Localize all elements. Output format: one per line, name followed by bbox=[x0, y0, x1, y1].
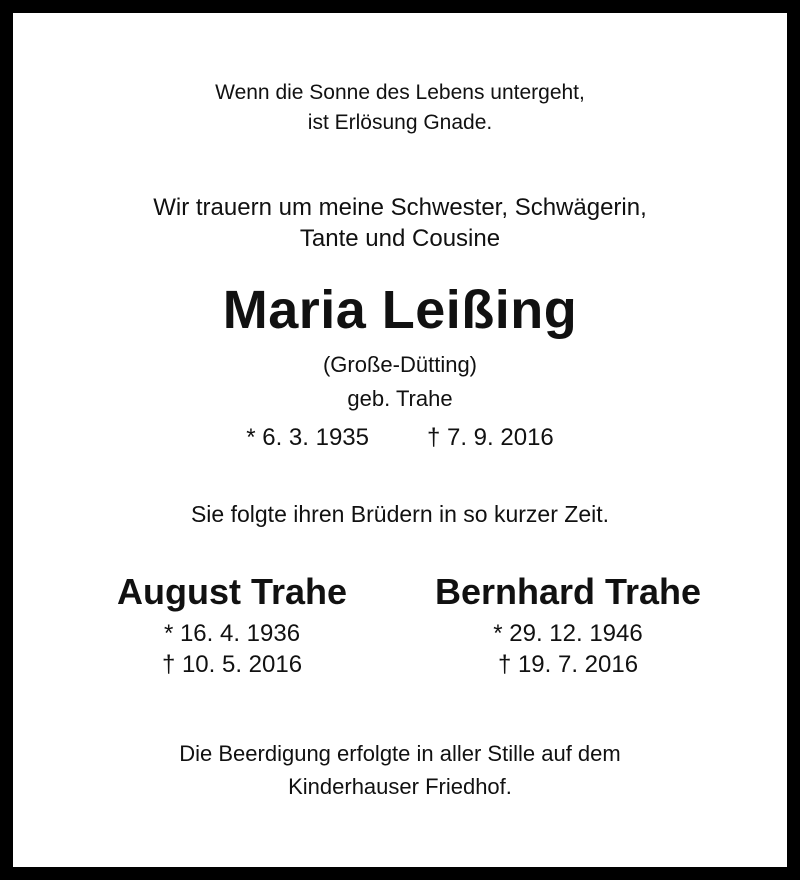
brother-column-1 bbox=[101, 571, 363, 679]
deceased-name: Maria Leißing bbox=[222, 280, 578, 340]
brother-died: † 19. 7. 2016 bbox=[497, 651, 639, 678]
brother-name: Bernhard Trahe bbox=[434, 571, 702, 612]
obituary-notice bbox=[13, 13, 787, 867]
brother-name: August Trahe bbox=[116, 571, 348, 612]
verse-line-1: Wenn die Sonne des Lebens untergeht, bbox=[215, 81, 585, 104]
brother-born: * 16. 4. 1936 bbox=[163, 620, 301, 647]
intro-line-2: Tante und Cousine bbox=[299, 225, 501, 252]
closing-line-1: Die Beerdigung erfolgte in aller Stille auf dem bbox=[179, 741, 621, 766]
closing-line-2: Kinderhauser Friedhof. bbox=[288, 774, 512, 799]
deceased-died: † 7. 9. 2016 bbox=[426, 424, 554, 451]
deceased-dates bbox=[13, 424, 787, 452]
follow-text: Sie folgte ihren Brüdern in so kurzer Zeit. bbox=[190, 501, 610, 527]
deceased-born: * 6. 3. 1935 bbox=[246, 424, 369, 451]
maiden-name: (Große-Dütting) bbox=[322, 352, 478, 377]
brother-died: † 10. 5. 2016 bbox=[161, 651, 303, 678]
brother-born: * 29. 12. 1946 bbox=[493, 620, 643, 647]
brother-column-2 bbox=[423, 571, 713, 679]
intro-line-1: Wir trauern um meine Schwester, Schwägerin, bbox=[153, 194, 647, 221]
birth-name: geb. Trahe bbox=[347, 386, 453, 411]
verse-line-2: ist Erlösung Gnade. bbox=[307, 111, 493, 134]
